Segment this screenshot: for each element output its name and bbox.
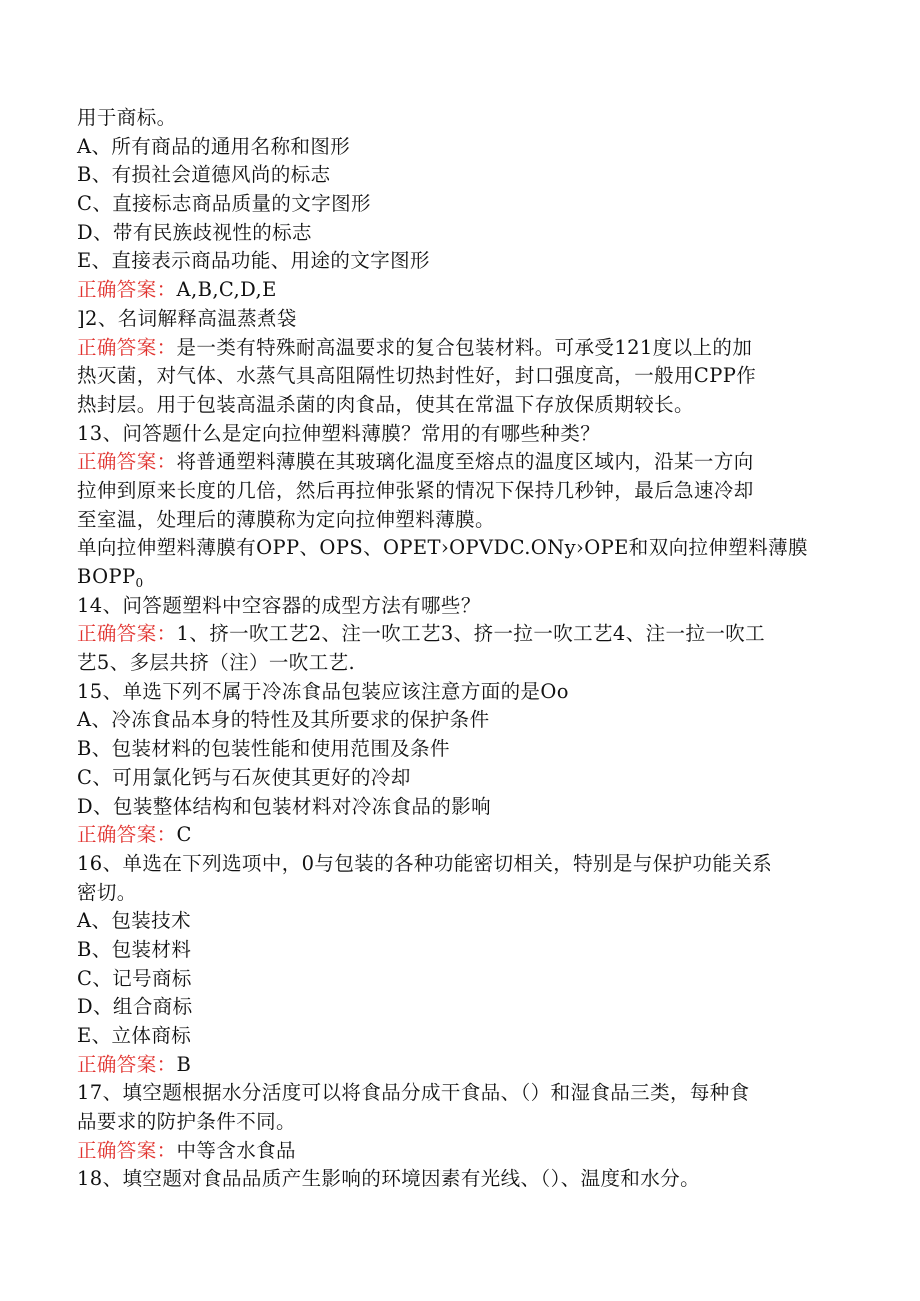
answer-text: 将普通塑料薄膜在其玻璃化温度至熔点的温度区域内，沿某一方向 [176,450,754,474]
line-text: 拉伸到原来长度的几倍，然后再拉伸张紧的情况下保持几秒钟，最后急速冷却 [77,478,754,502]
line-text: D、带有民族歧视性的标志 [77,220,312,244]
text-line [77,879,857,908]
answer-text: B [176,1052,192,1076]
text-line [77,706,857,735]
answer-line [77,1137,857,1166]
text-line [77,1165,857,1194]
answer-label: 正确答案： [77,622,177,646]
answer-text: 中等含水食品 [176,1138,296,1162]
line-text: E、直接表示商品功能、用途的文字图形 [77,249,430,273]
line-text: A、所有商品的通用名称和图形 [77,134,351,158]
line-text: 14、问答题塑料中空容器的成型方法有哪些？ [77,593,481,617]
answer-text: A,B,C,D,E [176,278,277,302]
line-text: 热封层。用于包装高温杀菌的肉食品，使其在常温下存放保质期较长。 [77,392,694,416]
text-line [77,161,857,190]
text-line [77,477,857,506]
line-text: 15、单选下列不属于冷冻食品包装应该注意方面的是Oo [77,679,569,703]
answer-label: 正确答案： [77,450,177,474]
text-line [77,506,857,535]
line-text: 17、填空题根据水分活度可以将食品分成干食品、（）和湿食品三类，每种食 [77,1081,750,1105]
line-text: C、记号商标 [77,966,192,990]
line-text: B、包装材料的包装性能和使用范围及条件 [77,737,450,761]
answer-label: 正确答案： [77,1138,177,1162]
line-text: ]2、名词解释高温蒸煮袋 [77,306,297,330]
line-text: B、有损社会道德风尚的标志 [77,163,331,187]
line-text: 用于商标。 [77,106,177,129]
text-line [77,649,857,678]
answer-text: C [176,823,192,847]
answer-label: 正确答案： [77,1052,177,1076]
line-text: 热灭菌，对气体、水蒸气具高阻隔性切热封性好，封口强度高，一般用CPP作 [77,364,757,388]
line-text: 密切。 [77,880,137,904]
text-line [77,190,857,219]
text-line [77,391,857,420]
answer-label: 正确答案： [77,335,177,359]
text-line [77,678,857,707]
line-text: D、包装整体结构和包装材料对冷冻食品的影响 [77,794,492,818]
answer-line [77,1051,857,1080]
line-text: A、冷冻食品本身的特性及其所要求的保护条件 [77,708,490,732]
answer-line [77,448,857,477]
text-line [77,420,857,449]
text-line [77,764,857,793]
text-line [77,133,857,162]
text-line [77,247,857,276]
text-line [77,104,857,133]
line-text: 至室温，处理后的薄膜称为定向拉伸塑料薄膜。 [77,507,495,531]
line-text: 单向拉伸塑料薄膜有OPP、OPS、OPET›OPVDC.ONy›OPE和双向拉伸塑料薄膜 [77,536,808,560]
answer-line [77,620,857,649]
line-text: 艺5、多层共挤（注）一吹工艺. [77,651,356,675]
text-line [77,1079,857,1108]
answer-label: 正确答案： [77,823,177,847]
answer-line [77,334,857,363]
line-text: A、包装技术 [77,909,191,933]
line-text: E、立体商标 [77,1024,192,1047]
text-line [77,534,857,563]
text-line [77,907,857,936]
text-line [77,993,857,1022]
line-text: D、组合商标 [77,995,193,1019]
text-line [77,735,857,764]
text-line [77,592,857,621]
line-text: BOPP [77,565,136,588]
subscript: 0 [135,576,144,590]
text-line [77,563,857,592]
text-line [77,1108,857,1137]
answer-text: 1、挤一吹工艺2、注一吹工艺3、挤一拉一吹工艺4、注一拉一吹工 [176,622,766,646]
answer-text: 是一类有特殊耐高温要求的复合包装材料。可承受121度以上的加 [176,335,753,359]
answer-label: 正确答案： [77,278,177,302]
line-text: 16、单选在下列选项中，0与包装的各种功能密切相关，特别是与保护功能关系 [77,851,773,875]
line-text: 18、填空题对食品品质产生影响的环境因素有光线、（）、温度和水分。 [77,1167,701,1191]
line-text: 品要求的防护条件不同。 [77,1110,296,1134]
line-text: C、直接标志商品质量的文字图形 [77,192,371,216]
text-line [77,1022,857,1051]
text-line [77,305,857,334]
text-line [77,850,857,879]
answer-line [77,276,857,305]
line-text: B、包装材料 [77,937,192,961]
line-text: 13、问答题什么是定向拉伸塑料薄膜？常用的有哪些种类？ [77,421,601,445]
text-line [77,793,857,822]
text-line [77,219,857,248]
text-line [77,936,857,965]
text-line [77,965,857,994]
line-text: C、可用氯化钙与石灰使其更好的冷却 [77,765,411,789]
text-line [77,362,857,391]
answer-line [77,821,857,850]
document-page [77,104,857,1194]
